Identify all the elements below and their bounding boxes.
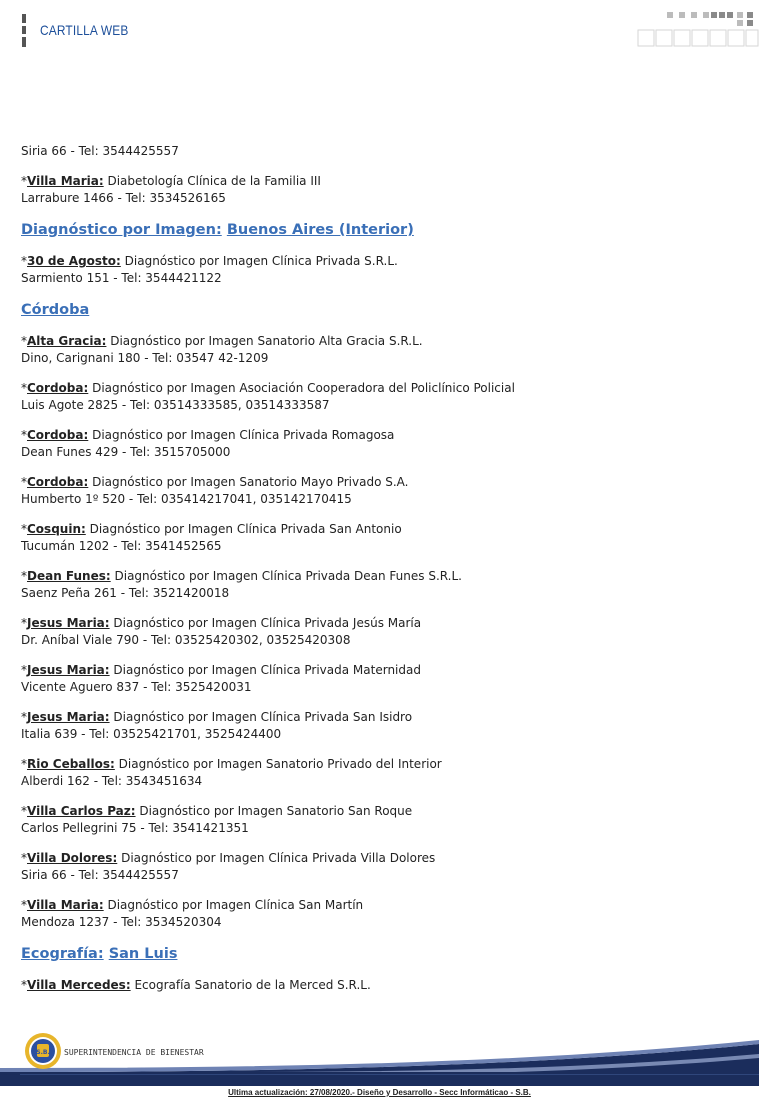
section-heading [21, 300, 741, 320]
provider-entry [21, 521, 741, 555]
provider-name: Diagnóstico por Imagen Clínica Privada San Isidro [109, 710, 413, 724]
svg-text:S.B.: S.B. [36, 1049, 50, 1056]
provider-address: Tucumán 1202 - Tel: 3541452565 [21, 539, 222, 553]
provider-name: Diagnóstico por Imagen Clínica Privada S.R.L. [120, 254, 398, 268]
provider-entry [21, 380, 741, 414]
provider-line [21, 427, 741, 444]
provider-name: Diabetología Clínica de la Familia III [103, 174, 321, 188]
city-label: Alta Gracia: [27, 334, 107, 348]
provider-entry [21, 662, 741, 696]
bullet-asterisk: * [21, 334, 27, 348]
section-category: Ecografía: [21, 946, 104, 962]
section-heading [21, 944, 741, 964]
provider-address: Dean Funes 429 - Tel: 3515705000 [21, 445, 231, 459]
section-region: San Luis [108, 946, 178, 962]
provider-address: Siria 66 - Tel: 3544425557 [21, 868, 179, 882]
city-label: Cordoba: [27, 428, 89, 442]
provider-name: Diagnóstico por Imagen Sanatorio Mayo Privado S.A. [88, 475, 409, 489]
city-label: Cordoba: [27, 475, 89, 489]
provider-line [21, 977, 741, 994]
city-label: Villa Maria: [27, 174, 104, 188]
provider-line [21, 474, 741, 491]
provider-line [21, 615, 741, 632]
provider-list [21, 143, 741, 1007]
city-label: Villa Maria: [27, 898, 104, 912]
provider-name: Ecografía Sanatorio de la Merced S.R.L. [130, 978, 371, 992]
provider-address: Siria 66 - Tel: 3544425557 [21, 144, 179, 158]
city-label: Jesus Maria: [27, 616, 110, 630]
bullet-asterisk: * [21, 898, 27, 912]
bullet-asterisk: * [21, 428, 27, 442]
provider-address: Mendoza 1237 - Tel: 3534520304 [21, 915, 222, 929]
provider-line [21, 173, 741, 190]
provider-line [21, 568, 741, 585]
city-label: Villa Mercedes: [27, 978, 131, 992]
bullet-asterisk: * [21, 804, 27, 818]
provider-name: Diagnóstico por Imagen Clínica Privada San Antonio [85, 522, 402, 536]
provider-line [21, 709, 741, 726]
provider-name: Diagnóstico por Imagen Clínica San Martín [103, 898, 364, 912]
provider-line [21, 380, 741, 397]
provider-address: Larrabure 1466 - Tel: 3534526165 [21, 191, 226, 205]
section-region: Córdoba [21, 302, 90, 318]
provider-line [21, 897, 741, 914]
header-title: CARTILLA WEB [40, 22, 129, 38]
bullet-asterisk: * [21, 522, 27, 536]
provider-entry [21, 173, 741, 207]
provider-line [21, 521, 741, 538]
section-category: Diagnóstico por Imagen: [21, 222, 222, 238]
provider-line [21, 333, 741, 350]
city-label: Jesus Maria: [27, 663, 110, 677]
provider-name: Diagnóstico por Imagen Clínica Privada Romagosa [88, 428, 395, 442]
provider-name: Diagnóstico por Imagen Clínica Privada Dean Funes S.R.L. [110, 569, 462, 583]
provider-line [21, 662, 741, 679]
provider-address: Vicente Aguero 837 - Tel: 3525420031 [21, 680, 252, 694]
provider-line [21, 850, 741, 867]
provider-address: Saenz Peña 261 - Tel: 3521420018 [21, 586, 230, 600]
bullet-asterisk: * [21, 663, 27, 677]
organization-name: SUPERINTENDENCIA DE BIENESTAR [64, 1048, 204, 1057]
bullet-asterisk: * [21, 978, 27, 992]
provider-name: Diagnóstico por Imagen Sanatorio Privado del Interior [114, 757, 442, 771]
provider-name: Diagnóstico por Imagen Clínica Privada Jesús María [109, 616, 422, 630]
provider-address: Alberdi 162 - Tel: 3543451634 [21, 774, 203, 788]
seal-icon [24, 1032, 62, 1070]
header-decoration [637, 12, 759, 48]
bullet-asterisk: * [21, 381, 27, 395]
page-footer [0, 1028, 759, 1101]
provider-name: Diagnóstico por Imagen Clínica Privada Maternidad [109, 663, 421, 677]
provider-entry [21, 253, 741, 287]
provider-entry [21, 709, 741, 743]
city-label: Villa Carlos Paz: [27, 804, 136, 818]
provider-address: Humberto 1º 520 - Tel: 035414217041, 035142170415 [21, 492, 352, 506]
bullet-asterisk: * [21, 254, 27, 268]
city-label: Villa Dolores: [27, 851, 118, 865]
provider-name: Diagnóstico por Imagen Sanatorio San Roque [135, 804, 413, 818]
bullet-asterisk: * [21, 569, 27, 583]
provider-entry [21, 474, 741, 508]
provider-address: Dino, Carignani 180 - Tel: 03547 42-1209 [21, 351, 269, 365]
city-label: Rio Ceballos: [27, 757, 115, 771]
provider-address: Carlos Pellegrini 75 - Tel: 3541421351 [21, 821, 249, 835]
provider-entry [21, 143, 741, 160]
provider-entry [21, 897, 741, 931]
city-label: Cosquin: [27, 522, 86, 536]
provider-line [21, 756, 741, 773]
section-heading [21, 220, 741, 240]
footer-note: Ultima actualización: 27/08/2020.- Diseño y Desarrollo - Secc Informáticao - S.B. [228, 1088, 531, 1097]
provider-entry [21, 850, 741, 884]
city-label: Jesus Maria: [27, 710, 110, 724]
provider-entry [21, 756, 741, 790]
provider-entry [21, 977, 741, 994]
provider-name: Diagnóstico por Imagen Asociación Cooperadora del Policlínico Policial [88, 381, 515, 395]
bullet-asterisk: * [21, 757, 27, 771]
provider-entry [21, 803, 741, 837]
city-label: Dean Funes: [27, 569, 111, 583]
provider-name: Diagnóstico por Imagen Sanatorio Alta Gracia S.R.L. [106, 334, 423, 348]
header-accent-bar [22, 14, 26, 47]
bullet-asterisk: * [21, 710, 27, 724]
bullet-asterisk: * [21, 475, 27, 489]
provider-entry [21, 427, 741, 461]
bullet-asterisk: * [21, 851, 27, 865]
provider-line [21, 803, 741, 820]
footer-banner [0, 1028, 759, 1088]
provider-address: Luis Agote 2825 - Tel: 03514333585, 03514333587 [21, 398, 330, 412]
bullet-asterisk: * [21, 174, 27, 188]
section-region: Buenos Aires (Interior) [226, 222, 414, 238]
city-label: 30 de Agosto: [27, 254, 121, 268]
provider-address: Sarmiento 151 - Tel: 3544421122 [21, 271, 222, 285]
city-label: Cordoba: [27, 381, 89, 395]
bullet-asterisk: * [21, 616, 27, 630]
provider-name: Diagnóstico por Imagen Clínica Privada Villa Dolores [117, 851, 436, 865]
provider-entry [21, 615, 741, 649]
provider-address: Dr. Aníbal Viale 790 - Tel: 03525420302, 03525420308 [21, 633, 351, 647]
provider-entry [21, 333, 741, 367]
provider-address: Italia 639 - Tel: 03525421701, 3525424400 [21, 727, 282, 741]
provider-line [21, 253, 741, 270]
provider-entry [21, 568, 741, 602]
